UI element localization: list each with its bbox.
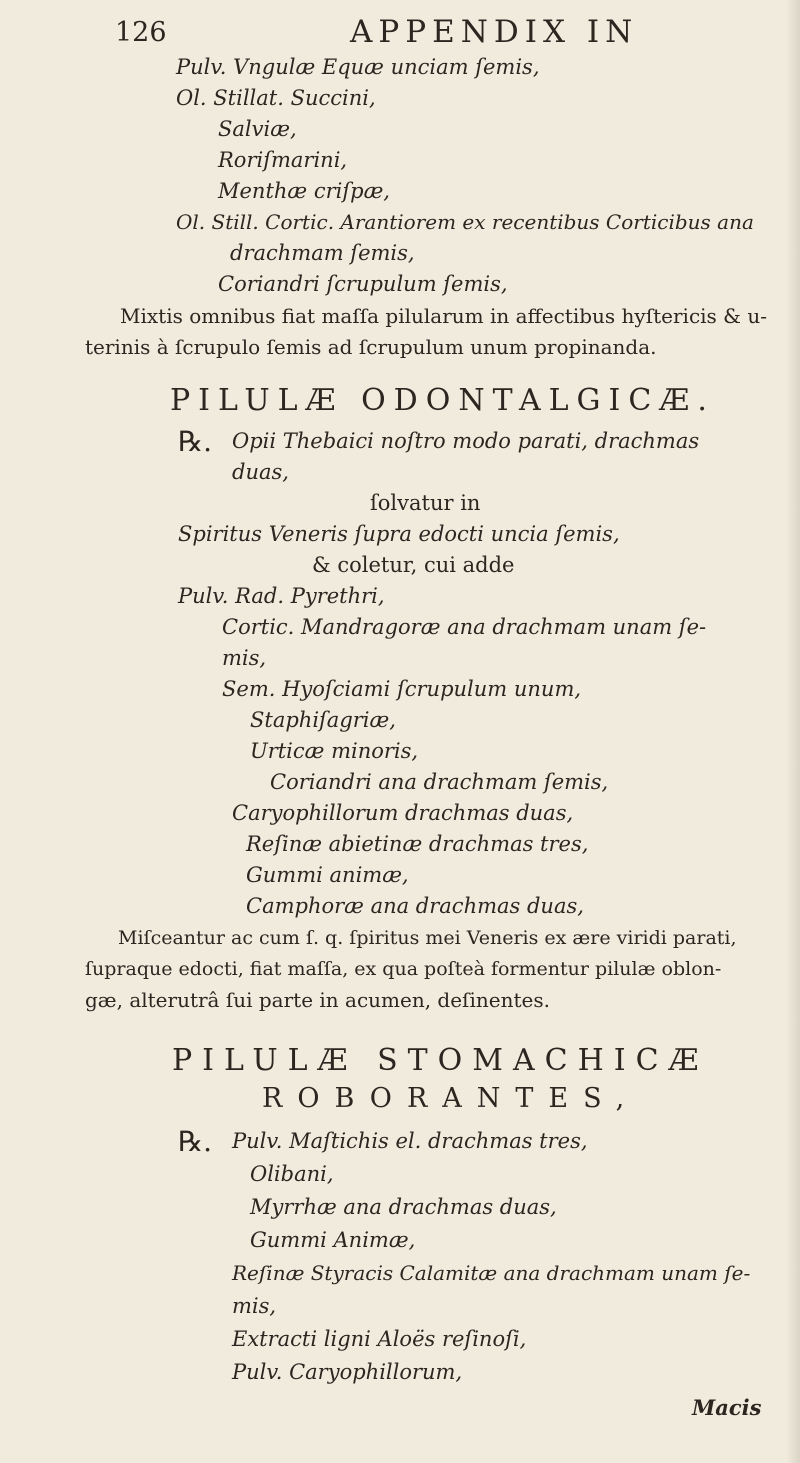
prose-line: & coletur, cui adde xyxy=(312,553,515,577)
page-number: 126 xyxy=(115,17,167,48)
recipe-line: drachmam ſemis, xyxy=(230,241,415,265)
recipe-line: Extracti ligni Aloës reſinoſi, xyxy=(232,1327,527,1351)
running-title: APPENDIX IN xyxy=(350,14,639,50)
recipe-line: Sem. Hyoſciami ſcrupulum unum, xyxy=(222,677,582,701)
prose-line: gæ, alterutrâ ſui parte in acumen, deſinentes. xyxy=(85,988,550,1012)
section-heading: PILULÆ ODONTALGICÆ. xyxy=(170,383,715,418)
section-subheading: ROBORANTES, xyxy=(262,1083,640,1114)
recipe-line: Pulv. Rad. Pyrethri, xyxy=(178,584,385,608)
recipe-line: mis, xyxy=(232,1294,277,1318)
catchword: Macis xyxy=(692,1395,762,1420)
recipe-line: Reſinæ Styracis Calamitæ ana drachmam unam ſe- xyxy=(232,1261,751,1285)
recipe-line: Menthæ criſpæ, xyxy=(218,179,390,203)
prose-line: ſupraque edocti, fiat maſſa, ex qua poſteà formentur pilulæ oblon- xyxy=(85,958,722,980)
recipe-line: Opii Thebaici noſtro modo parati, drachmas xyxy=(232,429,700,453)
recipe-line: Pulv. Caryophillorum, xyxy=(232,1360,463,1384)
prose-line: Miſceantur ac cum ſ. q. ſpiritus mei Veneris ex ære viridi parati, xyxy=(118,927,737,949)
prose-line: ſolvatur in xyxy=(370,491,481,515)
recipe-line: Coriandri ſcrupulum ſemis, xyxy=(218,272,508,296)
recipe-line: Gummi animæ, xyxy=(246,863,409,887)
recipe-line: Pulv. Maſtichis el. drachmas tres, xyxy=(232,1129,588,1153)
recipe-line: Cortic. Mandragoræ ana drachmam unam ſe- xyxy=(222,615,707,639)
recipe-line: Caryophillorum drachmas duas, xyxy=(232,801,574,825)
recipe-line: Olibani, xyxy=(250,1162,334,1186)
prose-line: Mixtis omnibus fiat maſſa pilularum in affectibus hyſtericis & u- xyxy=(120,304,767,328)
recipe-line: Reſinæ abietinæ drachmas tres, xyxy=(246,832,589,856)
recipe-line: Urticæ minoris, xyxy=(250,739,419,763)
recipe-line: Coriandri ana drachmam ſemis, xyxy=(270,770,609,794)
page-edge-shadow xyxy=(786,0,800,1463)
recipe-symbol: ℞. xyxy=(178,1125,213,1158)
section-heading: PILULÆ STOMACHICÆ xyxy=(172,1043,709,1078)
recipe-line: Spiritus Veneris ſupra edocti uncia ſemis, xyxy=(178,522,620,546)
recipe-line: Ol. Stillat. Succini, xyxy=(176,86,376,110)
recipe-line: Staphiſagriæ, xyxy=(250,708,396,732)
prose-line: terinis à ſcrupulo ſemis ad ſcrupulum unum propinanda. xyxy=(85,335,657,359)
recipe-line: Camphoræ ana drachmas duas, xyxy=(246,894,584,918)
recipe-line: mis, xyxy=(222,646,267,670)
recipe-line: Myrrhæ ana drachmas duas, xyxy=(250,1195,557,1219)
recipe-symbol: ℞. xyxy=(178,425,213,458)
recipe-line: Pulv. Vngulæ Equæ unciam ſemis, xyxy=(176,55,540,79)
recipe-line: Salviæ, xyxy=(218,117,297,141)
recipe-line: Ol. Still. Cortic. Arantiorem ex recentibus Corticibus ana xyxy=(176,210,754,234)
recipe-line: Gummi Animæ, xyxy=(250,1228,416,1252)
recipe-line: Roriſmarini, xyxy=(218,148,348,172)
recipe-line: duas, xyxy=(232,460,289,484)
